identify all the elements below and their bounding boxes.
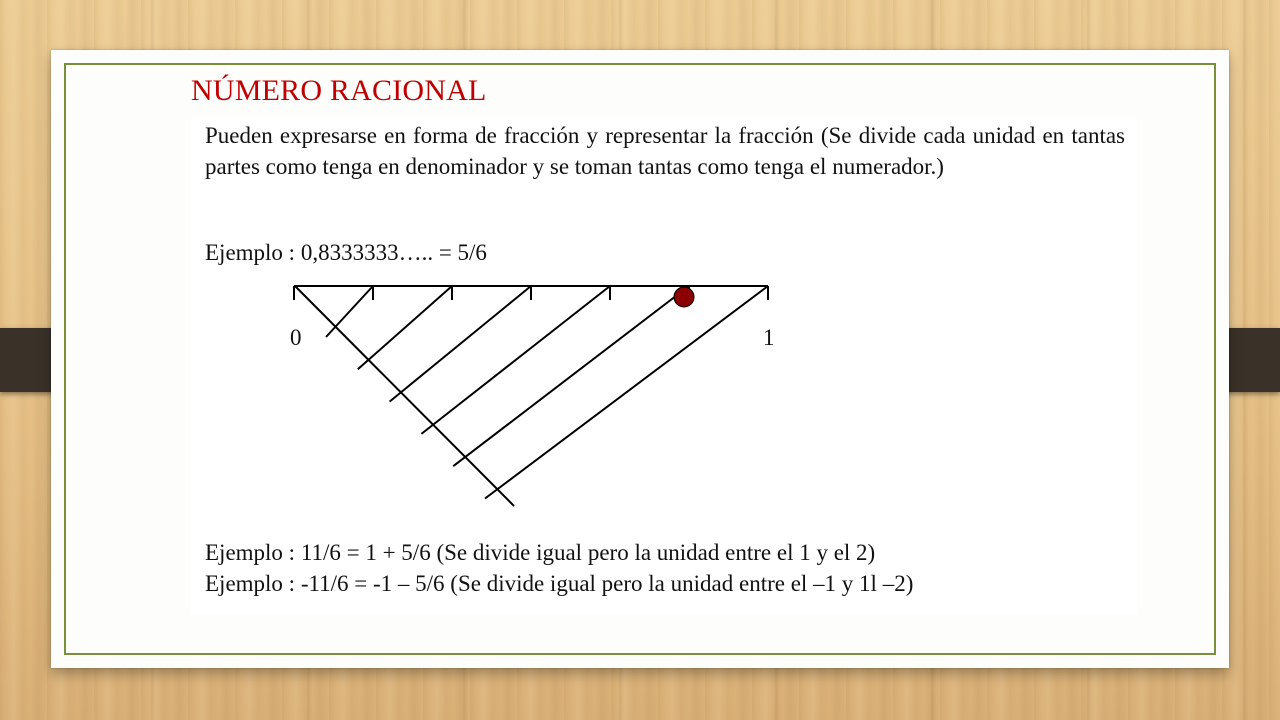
parallel-line [453, 286, 689, 466]
parallel-line [421, 286, 610, 434]
example-decimal: Ejemplo : 0,8333333….. = 5/6 [205, 240, 487, 265]
auxiliary-ray [295, 286, 514, 506]
slide-title: NÚMERO RACIONAL [191, 74, 487, 107]
parallel-line [358, 286, 452, 369]
parallel-line [326, 286, 373, 337]
label-zero: 0 [290, 325, 302, 350]
slide-card [51, 50, 1229, 668]
parallel-line [390, 286, 531, 402]
fraction-marker [674, 287, 694, 307]
label-one: 1 [763, 325, 775, 350]
parallel-line [485, 286, 768, 499]
example-negative-eleven-sixths: Ejemplo : -11/6 = -1 – 5/6 (Se divide igual pero la unidad entre el –1 y 1l –2) [205, 571, 914, 596]
diagram-lines [294, 286, 768, 506]
example-eleven-sixths: Ejemplo : 11/6 = 1 + 5/6 (Se divide igual pero la unidad entre el 1 y el 2) [205, 540, 876, 565]
definition-paragraph: Pueden expresarse en forma de fracción y representar la fracción (Se divide cada unidad en tantas partes como tenga en denominador y se toman tantas como tenga el numerador.) [205, 123, 1125, 179]
scanned-content [191, 116, 1137, 614]
